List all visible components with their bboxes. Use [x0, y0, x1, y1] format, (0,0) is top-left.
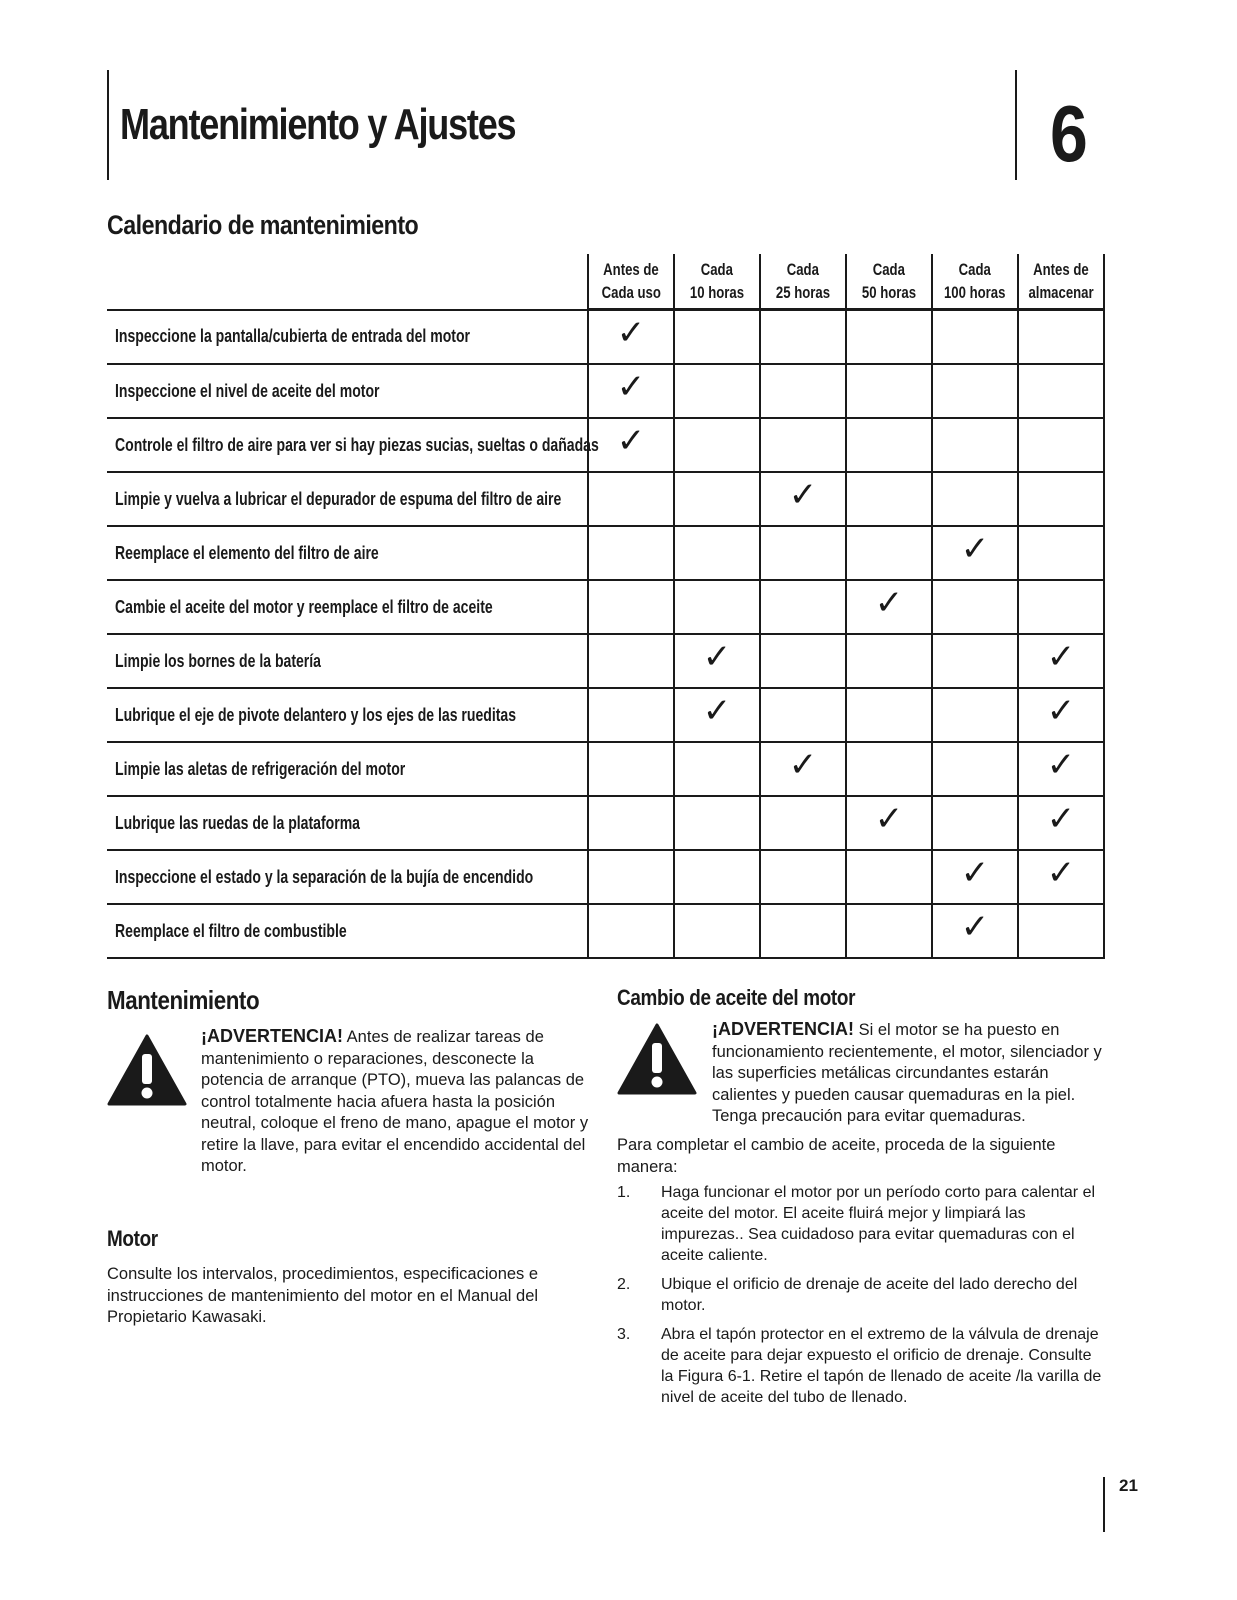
interval-cell	[588, 850, 674, 904]
interval-cell	[932, 526, 1018, 580]
table-row	[107, 418, 1104, 472]
interval-cell	[1018, 364, 1104, 418]
interval-cell	[674, 472, 760, 526]
interval-cell	[760, 310, 846, 365]
interval-cell	[1018, 850, 1104, 904]
interval-cell	[1018, 310, 1104, 365]
checkmark-icon: ✓	[1046, 745, 1076, 785]
interval-cell	[932, 472, 1018, 526]
interval-cell	[674, 688, 760, 742]
interval-cell	[588, 310, 674, 365]
header-rule-left	[107, 70, 109, 180]
interval-cell	[760, 634, 846, 688]
warning-label: ¡ADVERTENCIA!	[201, 1026, 343, 1046]
interval-cell	[932, 904, 1018, 958]
interval-cell	[588, 796, 674, 850]
interval-cell	[932, 418, 1018, 472]
interval-cell	[674, 904, 760, 958]
checkmark-icon: ✓	[788, 745, 818, 785]
header-rule-right	[1015, 70, 1017, 180]
task-cell: Inspeccione el nivel de aceite del motor	[107, 364, 588, 418]
checkmark-icon: ✓	[616, 421, 646, 461]
task-cell: Controle el filtro de aire para ver si hay piezas sucias, sueltas o dañadas	[107, 418, 588, 472]
page-number: 21	[1119, 1476, 1138, 1495]
task-cell: Lubrique las ruedas de la plataforma	[107, 796, 588, 850]
checkmark-icon: ✓	[788, 475, 818, 515]
column-header: Cada 25 horas	[760, 254, 846, 310]
checkmark-icon: ✓	[874, 583, 904, 623]
interval-cell	[846, 850, 932, 904]
interval-cell	[1018, 580, 1104, 634]
interval-cell	[846, 310, 932, 365]
interval-cell	[932, 634, 1018, 688]
interval-cell	[588, 742, 674, 796]
checkmark-icon: ✓	[702, 637, 732, 677]
step-item: 2. Ubique el orificio de drenaje de aceite del lado derecho del motor.	[617, 1276, 1078, 1314]
checkmark-icon: ✓	[1046, 637, 1076, 677]
interval-cell	[932, 688, 1018, 742]
checkmark-icon: ✓	[960, 907, 990, 947]
interval-cell	[760, 526, 846, 580]
interval-cell	[588, 418, 674, 472]
table-row	[107, 364, 1104, 418]
table-row	[107, 742, 1104, 796]
interval-cell	[846, 364, 932, 418]
interval-cell	[674, 526, 760, 580]
oil-change-intro: Para completar el cambio de aceite, proceda de la siguiente manera:	[617, 1136, 1056, 1176]
interval-cell	[760, 742, 846, 796]
interval-cell	[674, 418, 760, 472]
oil-change-steps	[617, 1182, 1107, 1408]
task-cell: Limpie y vuelva a lubricar el depurador de espuma del filtro de aire	[107, 472, 588, 526]
task-cell: Inspeccione el estado y la separación de la bujía de encendido	[107, 850, 588, 904]
warning-body: Antes de realizar tareas de mantenimiento o reparaciones, desconecte la potencia de arranque (PTO), mueva las palancas de control totalmente hacia afuera hasta la posición neutral, coloque el freno de mano, apague el motor y retire la llave, para evitar el encendido accidental del motor.	[201, 1028, 589, 1175]
task-cell: Lubrique el eje de pivote delantero y los ejes de las rueditas	[107, 688, 588, 742]
interval-cell	[588, 904, 674, 958]
table-row	[107, 796, 1104, 850]
interval-cell	[588, 634, 674, 688]
task-cell: Reemplace el elemento del filtro de aire	[107, 526, 588, 580]
column-header: Antes de almacenar	[1018, 254, 1104, 310]
interval-cell	[932, 742, 1018, 796]
interval-cell	[588, 364, 674, 418]
motor-text: Consulte los intervalos, procedimientos, especificaciones e instrucciones de mantenimiento del motor en el Manual del Propietario Kawasaki.	[107, 1265, 539, 1326]
interval-cell	[760, 364, 846, 418]
interval-cell	[674, 796, 760, 850]
interval-cell	[846, 472, 932, 526]
warning-text	[712, 1019, 1107, 1128]
interval-cell	[932, 796, 1018, 850]
interval-cell	[932, 580, 1018, 634]
task-cell: Inspeccione la pantalla/cubierta de entrada del motor	[107, 310, 588, 365]
table-row	[107, 850, 1104, 904]
chapter-number: 6	[1050, 89, 1088, 178]
schedule-body	[107, 310, 1104, 959]
interval-cell	[932, 310, 1018, 365]
interval-cell	[1018, 634, 1104, 688]
interval-cell	[588, 526, 674, 580]
warning-icon	[107, 1034, 187, 1106]
interval-cell	[1018, 472, 1104, 526]
warning-label: ¡ADVERTENCIA!	[712, 1019, 854, 1039]
interval-cell	[846, 418, 932, 472]
step-item: 1. Haga funcionar el motor por un período corto para calentar el aceite del motor. El aceite fluirá mejor y limpiará las impurezas.. Sea cuidadoso para evitar quemaduras con el aceite caliente.	[617, 1184, 1096, 1264]
interval-cell	[1018, 796, 1104, 850]
right-column	[617, 985, 1107, 1416]
interval-cell	[1018, 904, 1104, 958]
interval-cell	[846, 580, 932, 634]
column-header: Cada 10 horas	[674, 254, 760, 310]
interval-cell	[588, 688, 674, 742]
left-column	[107, 985, 587, 1329]
checkmark-icon: ✓	[1046, 853, 1076, 893]
interval-cell	[932, 850, 1018, 904]
interval-cell	[846, 742, 932, 796]
checkmark-icon: ✓	[960, 529, 990, 569]
interval-cell	[760, 850, 846, 904]
table-row	[107, 904, 1104, 958]
interval-cell	[674, 742, 760, 796]
checkmark-icon: ✓	[702, 691, 732, 731]
interval-cell	[846, 634, 932, 688]
column-header: Antes de Cada uso	[588, 254, 674, 310]
column-header: Cada 50 horas	[846, 254, 932, 310]
checkmark-icon: ✓	[616, 313, 646, 353]
task-column-header	[107, 254, 588, 310]
checkmark-icon: ✓	[1046, 799, 1076, 839]
checkmark-icon: ✓	[874, 799, 904, 839]
interval-cell	[674, 634, 760, 688]
task-cell: Limpie las aletas de refrigeración del motor	[107, 742, 588, 796]
table-row	[107, 526, 1104, 580]
step-item: 3. Abra el tapón protector en el extremo de la válvula de drenaje de aceite para dejar expuesto el orificio de drenaje. Consulte la Figura 6-1. Retire el tapón de llenado de aceite /la varilla de nivel de aceite del tubo de llenado.	[617, 1326, 1102, 1406]
column-header: Cada 100 horas	[932, 254, 1018, 310]
interval-cell	[760, 418, 846, 472]
oil-change-heading: Cambio de aceite del motor	[617, 985, 856, 1010]
interval-cell	[588, 580, 674, 634]
interval-cell	[760, 904, 846, 958]
table-row	[107, 580, 1104, 634]
task-cell: Reemplace el filtro de combustible	[107, 904, 588, 958]
interval-cell	[846, 904, 932, 958]
table-row	[107, 634, 1104, 688]
table-row	[107, 688, 1104, 742]
interval-cell	[760, 796, 846, 850]
interval-cell	[760, 580, 846, 634]
warning-block	[107, 1026, 587, 1204]
task-cell: Cambie el aceite del motor y reemplace el filtro de aceite	[107, 580, 588, 634]
interval-cell	[674, 310, 760, 365]
warning-icon	[617, 1023, 697, 1095]
interval-cell	[1018, 418, 1104, 472]
interval-cell	[1018, 742, 1104, 796]
maintenance-schedule-table	[107, 254, 1105, 959]
interval-cell	[1018, 688, 1104, 742]
interval-cell	[846, 688, 932, 742]
interval-cell	[846, 796, 932, 850]
interval-cell	[760, 688, 846, 742]
interval-cell	[760, 472, 846, 526]
footer-rule	[1103, 1477, 1105, 1532]
table-row	[107, 472, 1104, 526]
motor-heading: Motor	[107, 1226, 158, 1251]
interval-cell	[674, 364, 760, 418]
maintenance-heading: Mantenimiento	[107, 985, 260, 1015]
interval-cell	[674, 850, 760, 904]
interval-cell	[674, 580, 760, 634]
chapter-title: Mantenimiento y Ajustes	[120, 100, 516, 149]
warning-text	[201, 1026, 591, 1178]
interval-cell	[846, 526, 932, 580]
task-cell: Limpie los bornes de la batería	[107, 634, 588, 688]
interval-cell	[588, 472, 674, 526]
warning-body: Si el motor se ha puesto en funcionamiento recientemente, el motor, silenciador y las superficies metálicas circundantes estarán calientes y pueden causar quemaduras en la piel. Tenga precaución para evitar quemaduras.	[712, 1021, 1102, 1125]
interval-cell	[932, 364, 1018, 418]
schedule-title: Calendario de mantenimiento	[107, 210, 419, 240]
warning-block	[617, 1019, 1107, 1129]
table-row	[107, 310, 1104, 365]
checkmark-icon: ✓	[616, 367, 646, 407]
interval-cell	[1018, 526, 1104, 580]
checkmark-icon: ✓	[960, 853, 990, 893]
checkmark-icon: ✓	[1046, 691, 1076, 731]
table-header-row	[107, 254, 1104, 310]
